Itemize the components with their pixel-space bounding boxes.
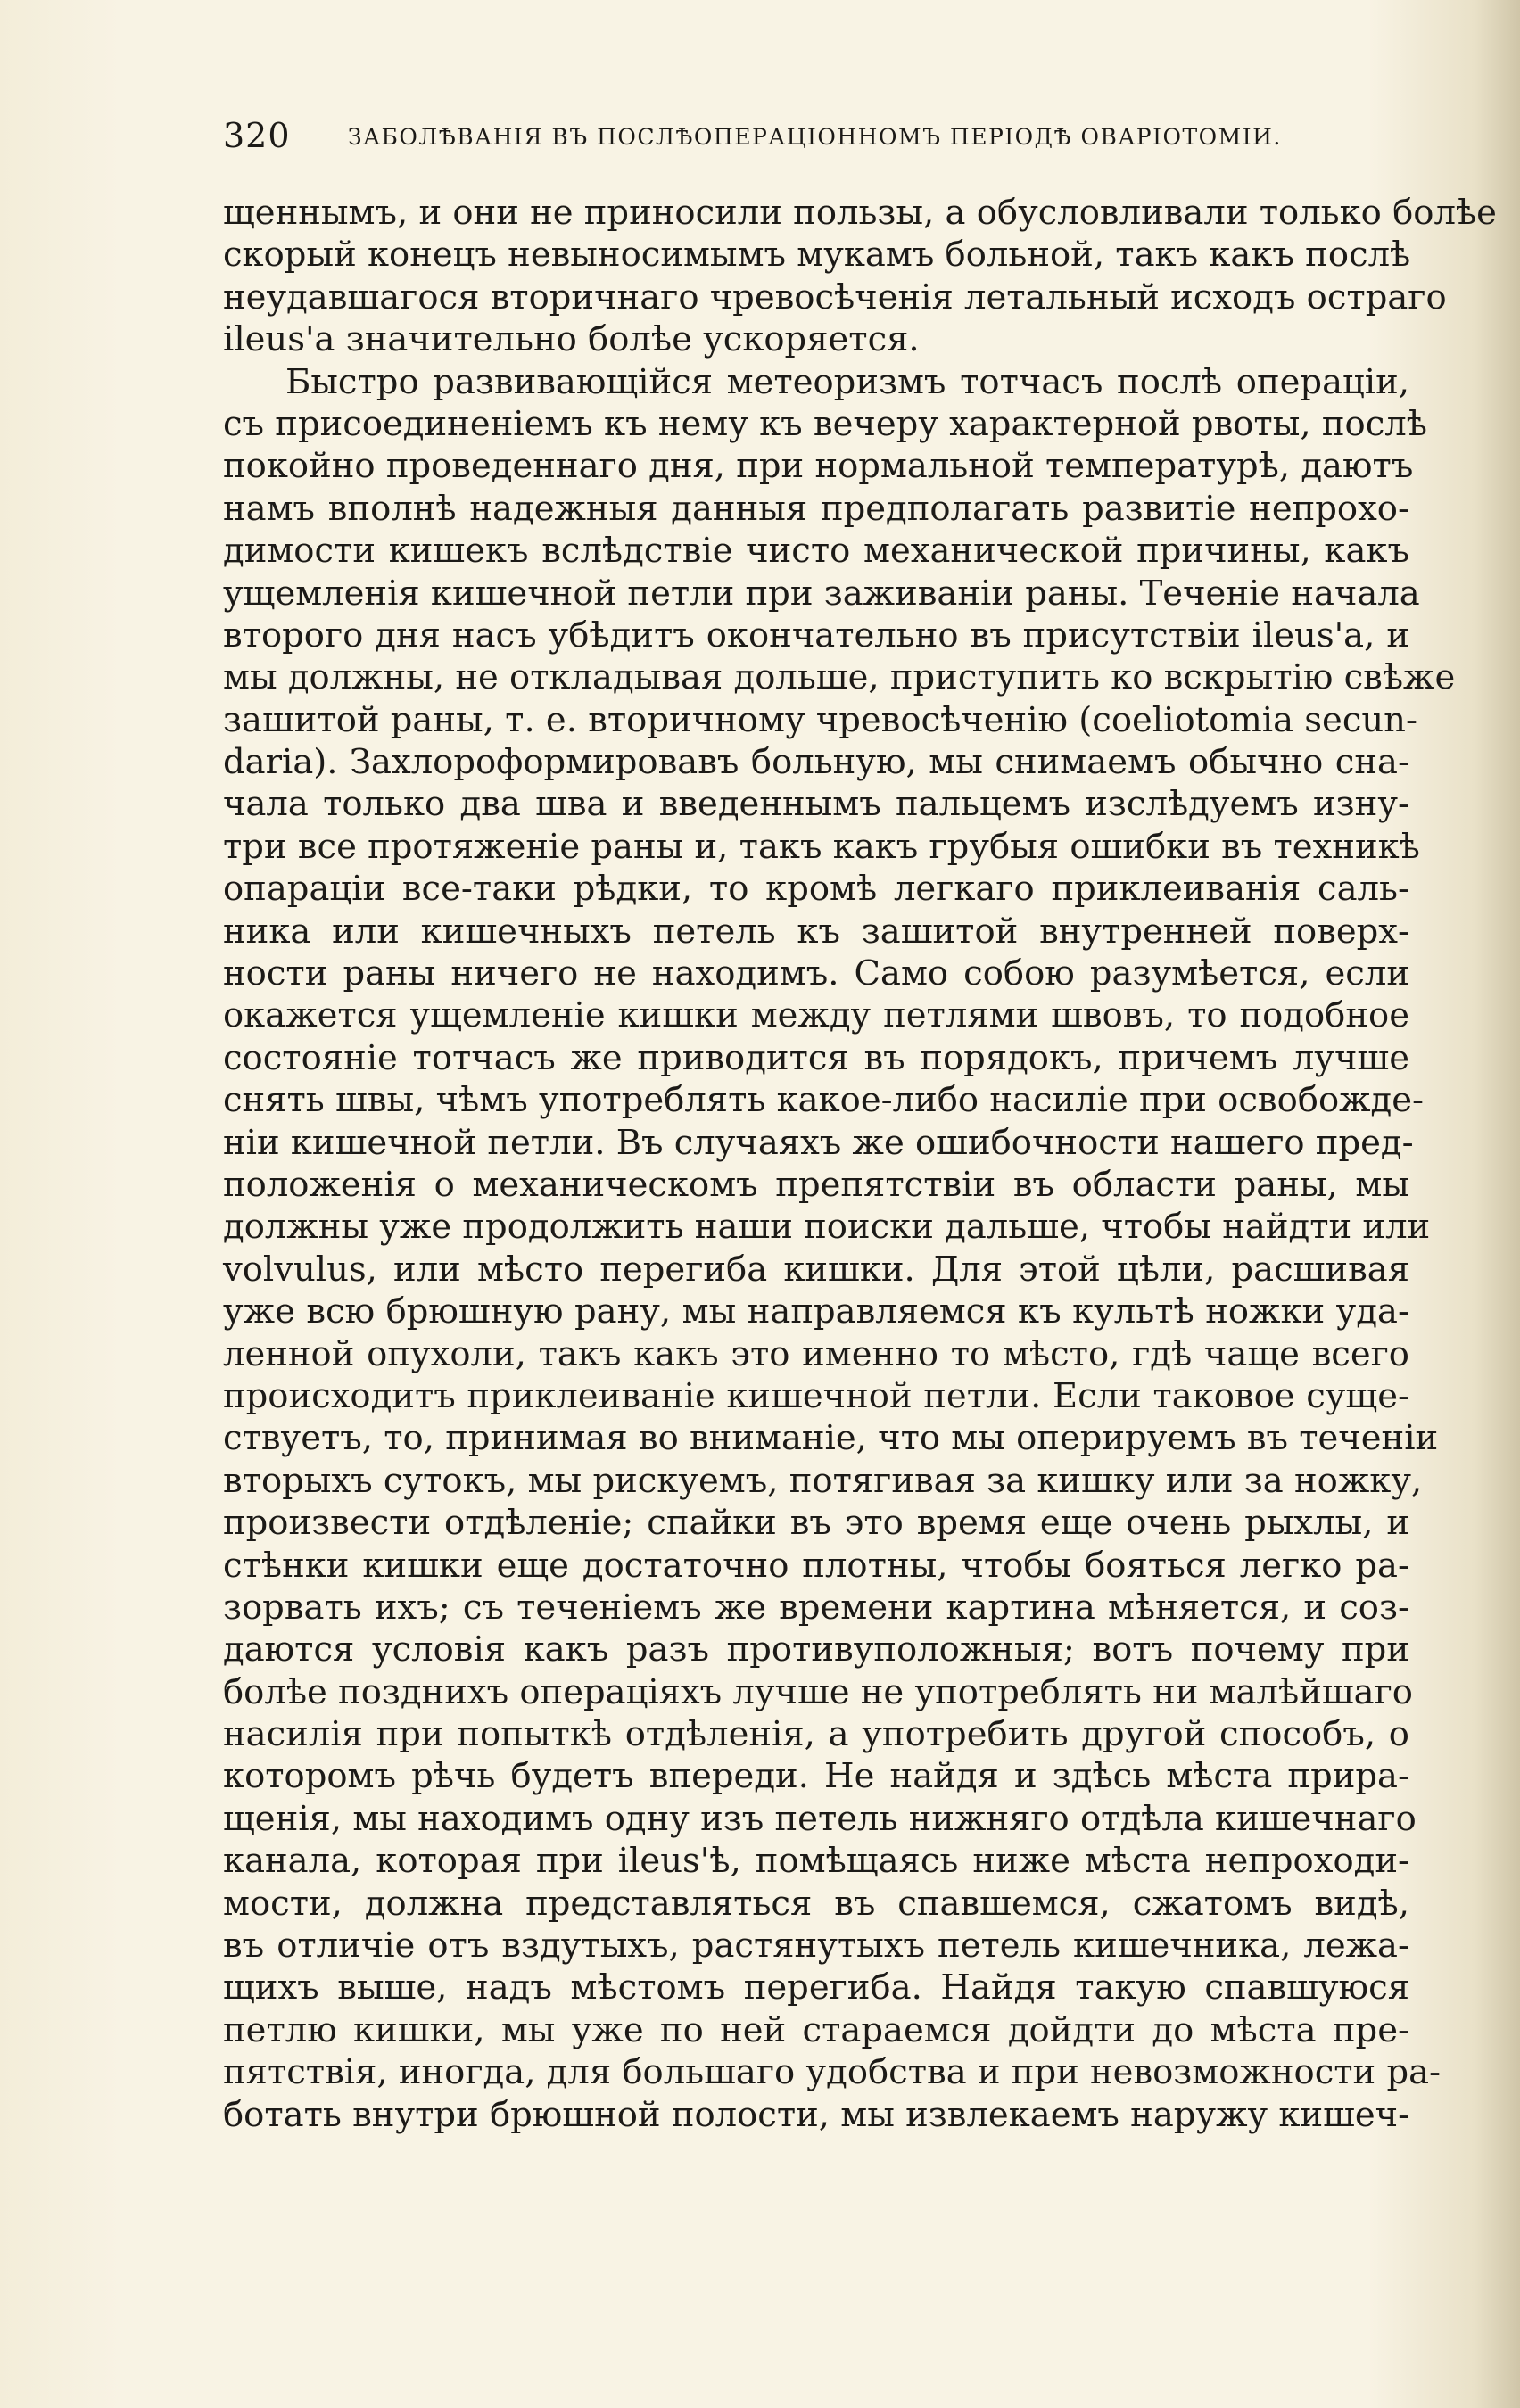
text-line: канала, которая при ileus'ѣ, помѣщаясь ниже мѣста непроходи- xyxy=(223,1841,1409,1882)
text-line: ствуетъ, то, принимая во вниманіе, что мы оперируемъ въ теченіи xyxy=(223,1418,1439,1459)
text-line: щенія, мы находимъ одну изъ петель нижняго отдѣла кишечнаго xyxy=(223,1798,1417,1839)
text-line: насилія при попыткѣ отдѣленія, а употребить другой способъ, о xyxy=(223,1714,1409,1755)
text-line: три все протяженіе раны и, такъ какъ грубыя ошибки въ техникѣ xyxy=(223,826,1420,867)
text-line: которомъ рѣчь будетъ впереди. Не найдя и здѣсь мѣста прира- xyxy=(223,1756,1409,1797)
text-line: вторыхъ сутокъ, мы рискуемъ, потягивая за кишку или за ножку, xyxy=(223,1460,1423,1501)
text-line: болѣе позднихъ операціяхъ лучше не употреблять ни малѣйшаго xyxy=(223,1671,1413,1712)
text-line: ніи кишечной петли. Въ случаяхъ же ошибочности нашего пред- xyxy=(223,1122,1414,1163)
body-text xyxy=(223,192,1497,2136)
text-line: состояніе тотчасъ же приводится въ порядокъ, причемъ лучше xyxy=(223,1037,1409,1078)
text-line: съ присоединеніемъ къ нему къ вечеру характерной рвоты, послѣ xyxy=(223,403,1427,444)
text-line: должны уже продолжить наши поиски дальше, чтобы найдти или xyxy=(223,1207,1431,1248)
text-line: димости кишекъ вслѣдствіе чисто механической причины, какъ xyxy=(223,531,1409,572)
text-line: скорый конецъ невыносимымъ мукамъ больной, такъ какъ послѣ xyxy=(223,235,1411,276)
text-line: происходитъ приклеиваніе кишечной петли. Если таковое суще- xyxy=(223,1375,1409,1416)
text-line: volvulus, или мѣсто перегиба кишки. Для этой цѣли, расшивая xyxy=(223,1249,1409,1290)
text-line: опараціи все-таки рѣдки, то кромѣ легкаго приклеиванія саль- xyxy=(223,869,1409,910)
text-line: ности раны ничего не находимъ. Само собою разумѣется, если xyxy=(223,953,1409,994)
text-line: ботать внутри брюшной полости, мы извлекаемъ наружу кишеч- xyxy=(223,2094,1410,2135)
page-number: 320 xyxy=(223,116,291,155)
running-title: ЗАБОЛѢВАНІЯ ВЪ ПОСЛѢОПЕРАЦІОННОМЪ ПЕРІОДѢ ОВАРІОТОМІИ. xyxy=(348,124,1282,150)
text-line: пятствія, иногда, для большаго удобства и при невозможности ра- xyxy=(223,2052,1442,2093)
text-line: уже всю брюшную рану, мы направляемся къ культѣ ножки уда- xyxy=(223,1291,1409,1332)
text-line: ущемленія кишечной петли при заживаніи раны. Теченіе начала xyxy=(223,573,1420,614)
page-header xyxy=(223,114,1302,168)
text-line: щеннымъ, и они не приносили пользы, а обусловливали только болѣе xyxy=(223,193,1497,233)
text-line: зорвать ихъ; съ теченіемъ же времени картина мѣняется, и соз- xyxy=(223,1587,1409,1628)
text-line: ленной опухоли, такъ какъ это именно то мѣсто, гдѣ чаще всего xyxy=(223,1333,1409,1374)
text-line: намъ вполнѣ надежныя данныя предполагать развитіе непрохо- xyxy=(223,488,1409,529)
text-line: произвести отдѣленіе; спайки въ это время еще очень рыхлы, и xyxy=(223,1503,1409,1544)
text-line: окажется ущемленіе кишки между петлями швовъ, то подобное xyxy=(223,995,1409,1036)
text-line: неудавшагося вторичнаго чревосѣченія летальный исходъ остраго xyxy=(223,276,1447,317)
text-line: снять швы, чѣмъ употреблять какое-либо насиліе при освобожде- xyxy=(223,1080,1425,1121)
text-line: мости, должна представляться въ спавшемся, сжатомъ видѣ, xyxy=(223,1883,1409,1924)
text-line: положенія о механическомъ препятствіи въ области раны, мы xyxy=(223,1164,1409,1205)
text-line: Быстро развивающійся метеоризмъ тотчасъ послѣ операціи, xyxy=(285,361,1409,402)
text-line: щихъ выше, надъ мѣстомъ перегиба. Найдя такую спавшуюся xyxy=(223,1967,1409,2008)
text-line: ника или кишечныхъ петель къ зашитой внутренней поверх- xyxy=(223,911,1409,952)
text-line: зашитой раны, т. е. вторичному чревосѣченію (coeliotomia secun- xyxy=(223,699,1417,740)
text-line: чала только два шва и введеннымъ пальцемъ изслѣдуемъ изну- xyxy=(223,784,1409,825)
text-line: петлю кишки, мы уже по ней стараемся дойдти до мѣста пре- xyxy=(223,2009,1409,2050)
text-line: второго дня насъ убѣдитъ окончательно въ присутствіи ileus'а, и xyxy=(223,614,1409,656)
text-line: даются условія какъ разъ противуположныя; вотъ почему при xyxy=(223,1629,1409,1670)
text-line: мы должны, не откладывая дольше, приступить ко вскрытію свѣже xyxy=(223,657,1456,698)
text-line: daria). Захлороформировавъ больную, мы снимаемъ обычно сна- xyxy=(223,742,1409,783)
text-line: въ отличіе отъ вздутыхъ, растянутыхъ петель кишечника, лежа- xyxy=(223,1926,1409,1967)
text-line: стѣнки кишки еще достаточно плотны, чтобы бояться легко ра- xyxy=(223,1545,1409,1586)
text-line: покойно проведеннаго дня, при нормальной температурѣ, даютъ xyxy=(223,446,1414,487)
text-line: ileus'а значительно болѣе ускоряется. xyxy=(223,319,920,360)
